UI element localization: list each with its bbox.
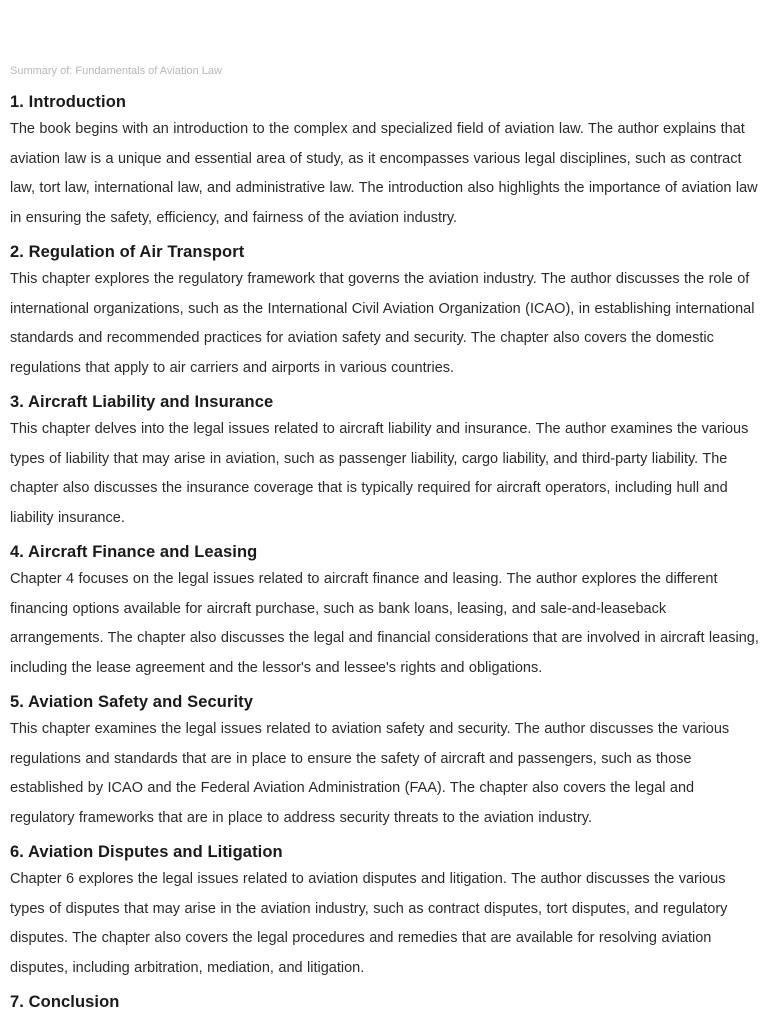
- section-title: 4. Aircraft Finance and Leasing: [10, 543, 258, 561]
- section-introduction: [10, 89, 760, 233]
- document-content: [10, 89, 760, 1015]
- section-body: This chapter delves into the legal issues related to aircraft liability and insurance. The author examines the various types of liability that may arise in aviation, such as passenger liability, cargo liability, and third-party liability. The chapter also discusses the insurance coverage that is typically required for aircraft operators, including hull and liability insurance.: [10, 421, 749, 526]
- section-regulation-of-air-transport: [10, 239, 760, 383]
- section-title: 2. Regulation of Air Transport: [10, 243, 245, 261]
- section-title: 1. Introduction: [10, 93, 127, 111]
- document-header: Summary of: Fundamentals of Aviation Law: [10, 65, 222, 77]
- section-body: This chapter explores the regulatory framework that governs the aviation industry. The author discusses the role of international organizations, such as the International Civil Aviation Organization (ICAO), in establishing international standards and recommended practices for aviation safety and security. The chapter also covers the domestic regulations that apply to air carriers and airports in various countries.: [10, 271, 755, 376]
- section-body: Chapter 6 explores the legal issues related to aviation disputes and litigation. The author discusses the various types of disputes that may arise in the aviation industry, such as contract disputes, tort disputes, and regulatory disputes. The chapter also covers the legal procedures and remedies that are available for resolving aviation disputes, including arbitration, mediation, and litigation.: [10, 871, 728, 976]
- section-aircraft-liability-and-insurance: [10, 389, 760, 533]
- section-aircraft-finance-and-leasing: [10, 539, 760, 683]
- section-title: 6. Aviation Disputes and Litigation: [10, 843, 283, 861]
- section-title: 7. Conclusion: [10, 993, 120, 1011]
- section-body: This chapter examines the legal issues related to aviation safety and security. The author discusses the various regulations and standards that are in place to ensure the safety of aircraft and passengers, such as those established by ICAO and the Federal Aviation Administration (FAA). The chapter also covers the legal and regulatory frameworks that are in place to address security threats to the aviation industry.: [10, 721, 730, 826]
- section-aviation-safety-and-security: [10, 689, 760, 833]
- section-body: The book begins with an introduction to the complex and specialized field of aviation law. The author explains that aviation law is a unique and essential area of study, as it encompasses various legal disciplines, such as contract law, tort law, international law, and administrative law. The introduction also highlights the importance of aviation law in ensuring the safety, efficiency, and fairness of the aviation industry.: [10, 121, 758, 226]
- section-conclusion: [10, 989, 760, 1015]
- section-body: Chapter 4 focuses on the legal issues related to aircraft finance and leasing. The author explores the different financing options available for aircraft purchase, such as bank loans, leasing, and sale-and-leaseback arrangements. The chapter also discusses the legal and financial considerations that are involved in aircraft leasing, including the lease agreement and the lessor's and lessee's rights and obligations.: [10, 571, 759, 676]
- section-title: 5. Aviation Safety and Security: [10, 693, 254, 711]
- section-title: 3. Aircraft Liability and Insurance: [10, 393, 274, 411]
- section-aviation-disputes-and-litigation: [10, 839, 760, 983]
